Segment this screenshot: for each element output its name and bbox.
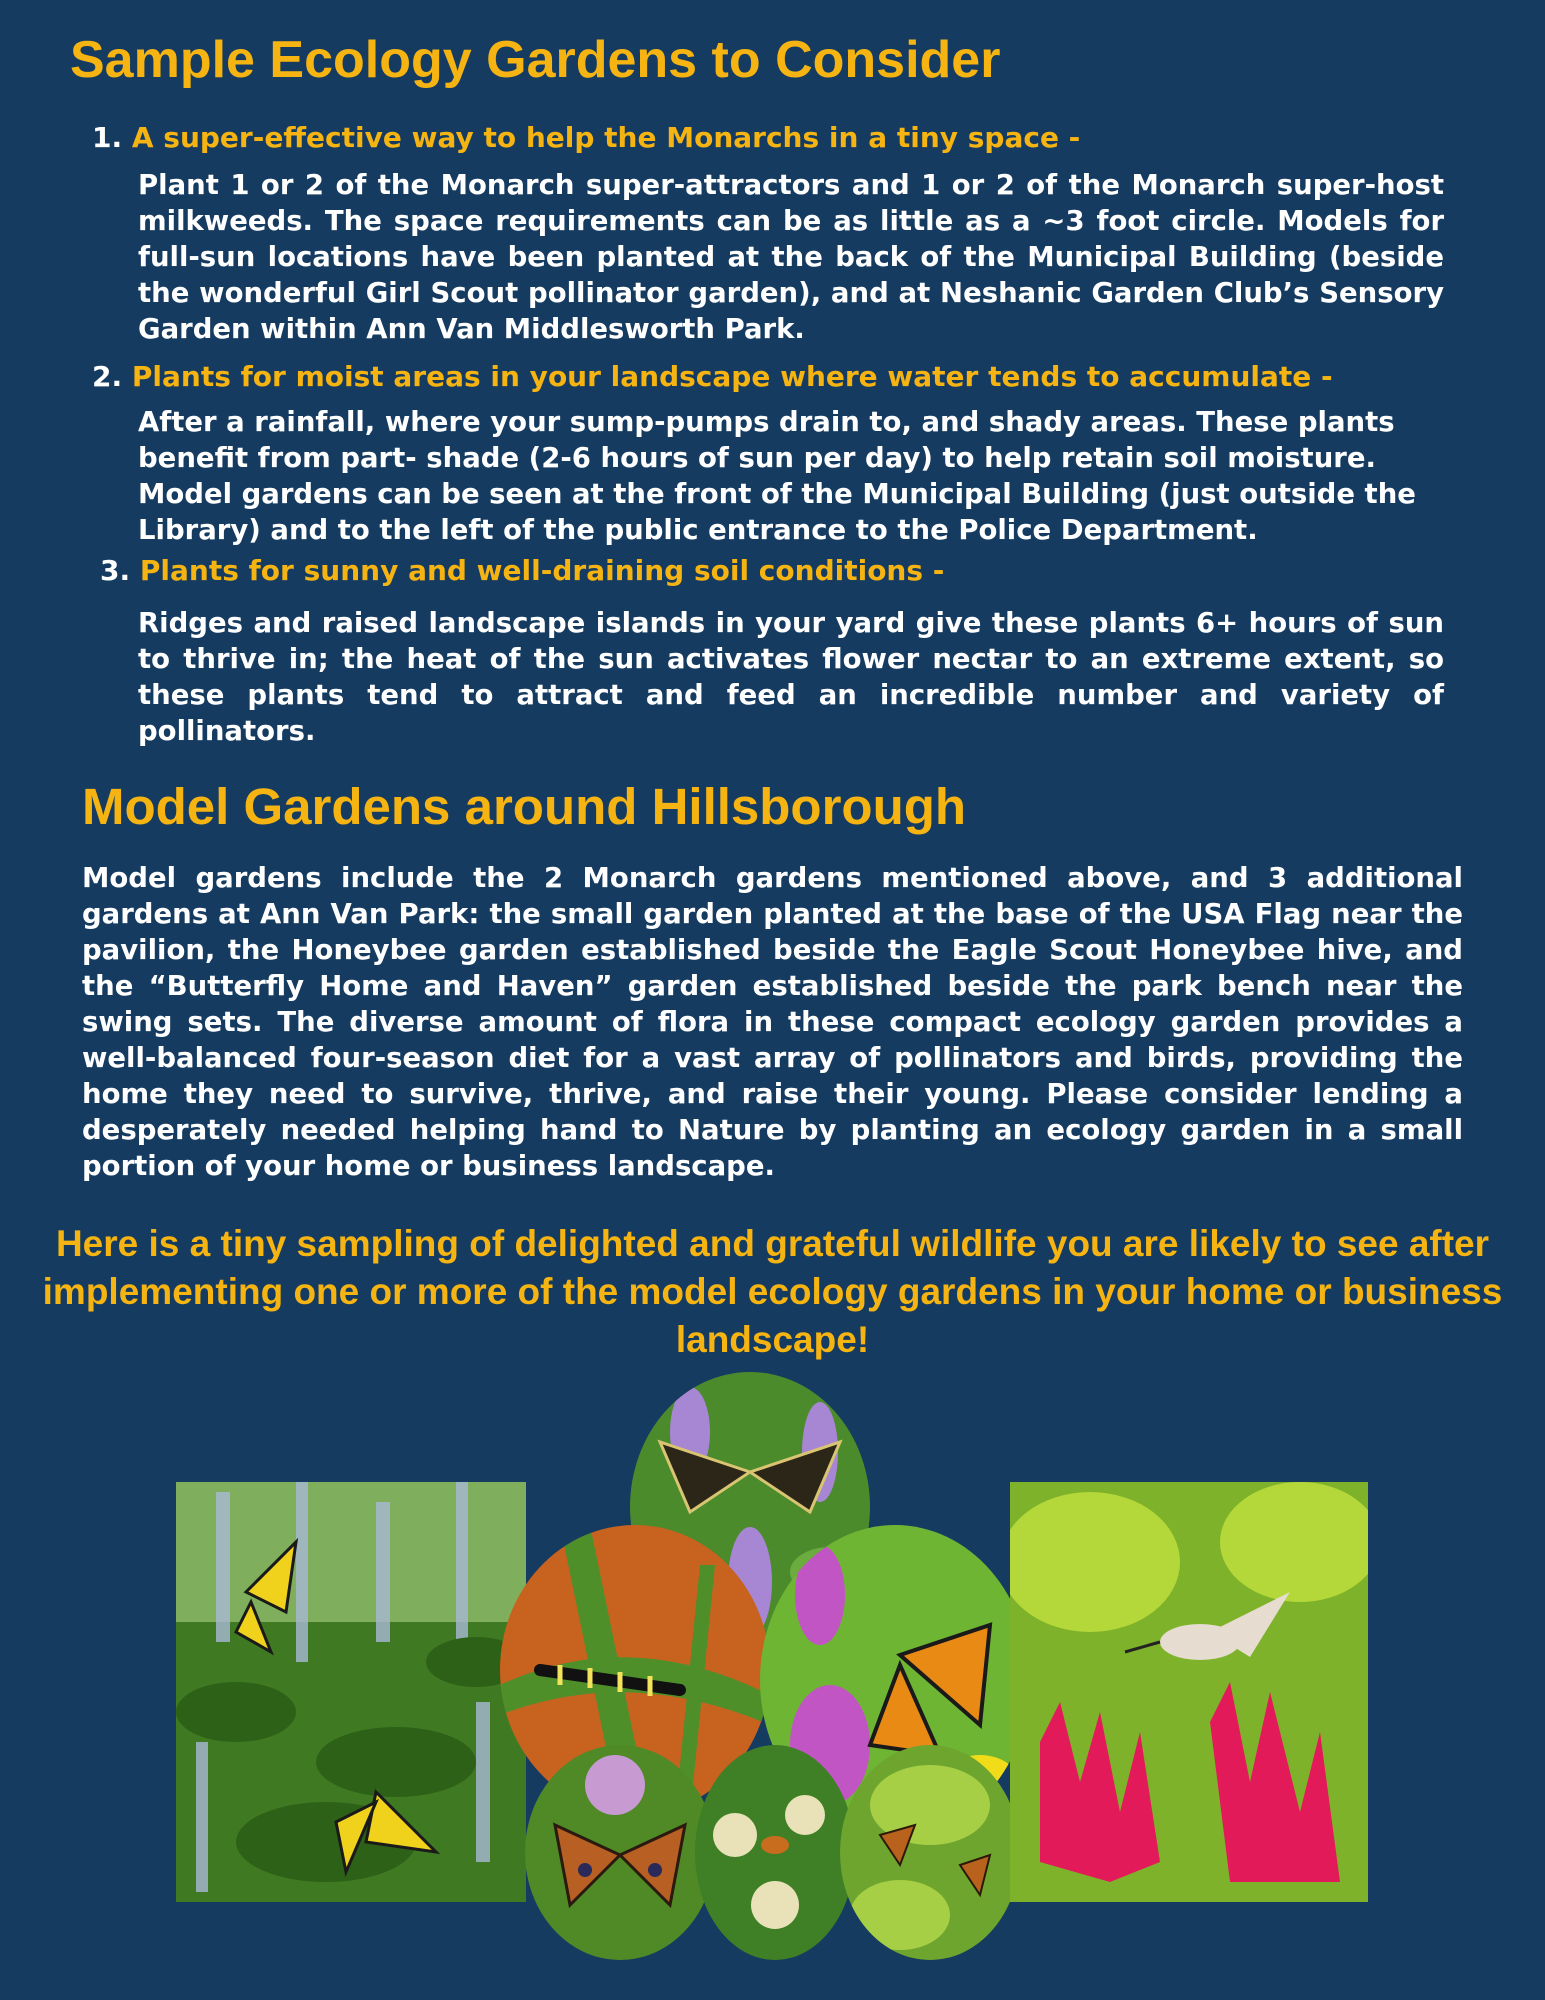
- item-1-heading-text: A super-effective way to help the Monarchs in a tiny space -: [131, 121, 1081, 154]
- skipper-butterflies-image: [840, 1745, 1020, 1960]
- item-2-number: 2.: [92, 360, 123, 393]
- item-3-number: 3.: [100, 554, 131, 587]
- item-1-heading: [92, 120, 1080, 156]
- photo-tiger-swallowtails: [176, 1482, 526, 1902]
- item-3-body: Ridges and raised landscape islands in your yard give these plants 6+ hours of sun to thrive in; the heat of the sun activates flower nectar to an extreme extent, so these plants tend to attract and feed an incredible number and variety of pollinators.: [138, 607, 1444, 747]
- wildlife-callout: Here is a tiny sampling of delighted and grateful wildlife you are likely to see after implementing one or more of the model ecology gardens in your home or business landscape!: [42, 1223, 1503, 1360]
- photo-skippers: [840, 1745, 1020, 1960]
- item-2-heading-text: Plants for moist areas in your landscape where water tends to accumulate -: [131, 360, 1333, 393]
- item-1-body: Plant 1 or 2 of the Monarch super-attractors and 1 or 2 of the Monarch super-host milkweeds. The space requirements can be as little as a ~3 foot circle. Models for full-sun locations have been planted at the back of the Municipal Building (beside the wonderful Girl Scout pollinator garden), and at Neshanic Garden Club’s Sensory Garden within Ann Van Middlesworth Park.: [138, 169, 1444, 345]
- photo-bee-flowers: [695, 1745, 855, 1960]
- hummingbird-image: [1010, 1482, 1368, 1902]
- section-2-title: Model Gardens around Hillsborough: [82, 778, 967, 835]
- photo-hummingbird: [1010, 1482, 1368, 1902]
- item-2-heading: [92, 359, 1333, 395]
- photo-buckeye-butterfly: [525, 1745, 715, 1960]
- bee-on-flowers-image: [695, 1745, 855, 1960]
- buckeye-butterfly-image: [525, 1745, 715, 1960]
- item-2-body: After a rainfall, where your sump-pumps drain to, and shady areas. These plants benefit from part- shade (2-6 hours of sun per day) to help retain soil moisture. Model gardens can be seen at the front of the Municipal Building (just outside the Library) and to the left of the public entrance to the Police Department.: [138, 406, 1416, 546]
- item-3-heading: [100, 553, 944, 589]
- tiger-swallowtail-image: [176, 1482, 526, 1902]
- item-1-number: 1.: [92, 121, 123, 154]
- section-2-body: Model gardens include the 2 Monarch gardens mentioned above, and 3 additional gardens at Ann Van Park: the small garden planted at the base of the USA Flag near the pavilion, the Honeybee garden established beside the Eagle Scout Honeybee hive, and the “Butterfly Home and Haven” garden established beside the park bench near the swing sets. The diverse amount of flora in these compact ecology garden provides a well-balanced four-season diet for a vast array of pollinators and birds, providing the home they need to survive, thrive, and raise their young. Please consider lending a desperately needed helping hand to Nature by planting an ecology garden in a small portion of your home or business landscape.: [82, 862, 1463, 1182]
- item-3-heading-text: Plants for sunny and well-draining soil conditions -: [139, 554, 945, 587]
- page-title: Sample Ecology Gardens to Consider: [70, 31, 1001, 89]
